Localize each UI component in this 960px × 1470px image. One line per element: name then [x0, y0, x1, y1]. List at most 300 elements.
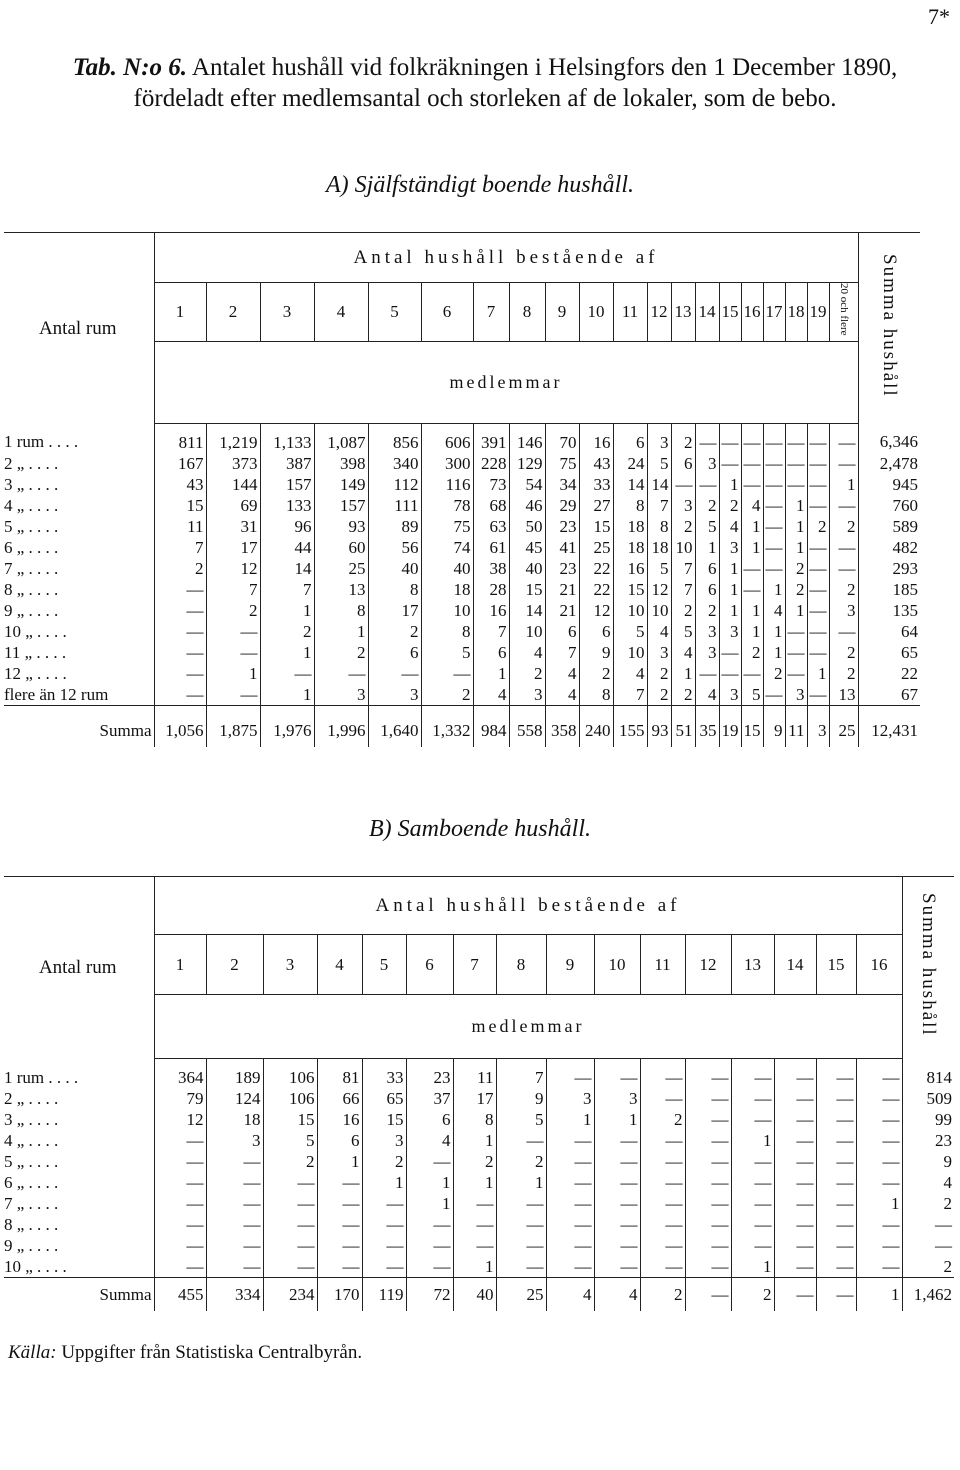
column-header-text: 20 och flere — [838, 283, 850, 336]
table-cell: 21 — [545, 579, 579, 600]
table-row — [4, 663, 920, 684]
table-cell: 6 — [406, 1109, 453, 1130]
table-cell: — — [763, 495, 785, 516]
source-note — [8, 1342, 362, 1364]
table-cell: 106 — [263, 1059, 317, 1089]
column-header: 3 — [263, 935, 317, 995]
table-cell: — — [154, 642, 206, 663]
table-row — [4, 1235, 954, 1256]
table-cell: 1 — [453, 1172, 496, 1193]
table-cell: 15 — [579, 516, 613, 537]
sum-cell: 25 — [496, 1278, 546, 1312]
table-cell: 124 — [206, 1088, 263, 1109]
table-cell: — — [263, 1172, 317, 1193]
table-cell: 111 — [368, 495, 421, 516]
table-cell: 7 — [473, 621, 509, 642]
table-cell: 3 — [719, 621, 741, 642]
column-header: 3 — [260, 283, 314, 342]
sum-cell: 2 — [731, 1278, 774, 1312]
column-header: 1 — [154, 935, 206, 995]
column-header: 15 — [816, 935, 856, 995]
table-cell: 3 — [647, 642, 671, 663]
table-row — [4, 558, 920, 579]
table-cell: 89 — [368, 516, 421, 537]
table-cell: — — [154, 600, 206, 621]
table-cell: — — [640, 1235, 685, 1256]
table-cell: 1 — [807, 663, 829, 684]
table-row — [4, 474, 920, 495]
table-cell: 21 — [545, 600, 579, 621]
table-cell: 189 — [206, 1059, 263, 1089]
column-header: 11 — [613, 283, 647, 342]
sum-cell: 25 — [829, 705, 858, 747]
table-cell: 129 — [509, 453, 545, 474]
table-cell: — — [807, 423, 829, 453]
table-b — [4, 876, 954, 1311]
table-cell: 17 — [368, 600, 421, 621]
row-total: 482 — [858, 537, 920, 558]
table-cell: 1,133 — [260, 423, 314, 453]
table-cell: — — [640, 1130, 685, 1151]
table-cell: — — [314, 663, 368, 684]
table-cell: — — [154, 663, 206, 684]
table-cell: — — [785, 642, 807, 663]
table-cell: 25 — [314, 558, 368, 579]
table-cell: 2 — [671, 600, 695, 621]
sum-cell: 19 — [719, 705, 741, 747]
table-cell: 38 — [473, 558, 509, 579]
table-cell: — — [368, 663, 421, 684]
sum-cell: 1,056 — [154, 705, 206, 747]
table-cell: — — [406, 1235, 453, 1256]
row-label: flere än 12 rum — [4, 684, 109, 704]
section-b-title: B) Samboende hushåll. — [369, 816, 591, 842]
total-header — [902, 877, 954, 1059]
table-row — [4, 516, 920, 537]
table-cell: 37 — [406, 1088, 453, 1109]
row-total: 293 — [858, 558, 920, 579]
table-cell: — — [546, 1214, 594, 1235]
row-label: 10 „ . . . . — [4, 1257, 67, 1276]
table-cell: 18 — [613, 516, 647, 537]
table-cell: 15 — [154, 495, 206, 516]
column-header — [829, 283, 858, 342]
table-cell: — — [785, 663, 807, 684]
table-cell: — — [640, 1214, 685, 1235]
table-cell: 9 — [496, 1088, 546, 1109]
table-cell: — — [317, 1214, 362, 1235]
table-cell: 1 — [741, 516, 763, 537]
row-total: 23 — [902, 1130, 954, 1151]
table-cell: 6 — [613, 423, 647, 453]
table-cell: — — [774, 1088, 816, 1109]
table-cell: 23 — [406, 1059, 453, 1089]
table-cell: — — [685, 1059, 731, 1089]
row-total: 2 — [902, 1193, 954, 1214]
table-cell: 4 — [613, 663, 647, 684]
sum-cell: 3 — [807, 705, 829, 747]
table-cell: 398 — [314, 453, 368, 474]
table-cell: 3 — [695, 621, 719, 642]
table-cell: — — [154, 1151, 206, 1172]
table-cell: — — [594, 1214, 640, 1235]
table-cell: — — [741, 663, 763, 684]
table-cell: 7 — [496, 1059, 546, 1089]
table-cell: — — [829, 453, 858, 474]
table-cell: — — [829, 423, 858, 453]
table-cell: 1 — [741, 600, 763, 621]
table-cell: — — [741, 423, 763, 453]
page-number: 7* — [928, 4, 950, 29]
table-cell: — — [154, 1172, 206, 1193]
table-cell: 1 — [206, 663, 260, 684]
table-cell: 56 — [368, 537, 421, 558]
sum-cell: 334 — [206, 1278, 263, 1312]
row-total: 509 — [902, 1088, 954, 1109]
table-cell: — — [496, 1214, 546, 1235]
table-cell: 75 — [421, 516, 473, 537]
table-cell: 5 — [263, 1130, 317, 1151]
table-cell: 96 — [260, 516, 314, 537]
row-label: 2 „ . . . . — [4, 453, 59, 473]
row-total: 945 — [858, 474, 920, 495]
table-cell: — — [816, 1235, 856, 1256]
table-cell: 3 — [206, 1130, 263, 1151]
table-cell: 1 — [785, 495, 807, 516]
table-cell: — — [594, 1151, 640, 1172]
table-cell: — — [731, 1193, 774, 1214]
table-cell: 2 — [671, 423, 695, 453]
column-header: 4 — [317, 935, 362, 995]
group-footer: medlemmar — [154, 341, 858, 423]
table-cell: 15 — [613, 579, 647, 600]
table-cell: 41 — [545, 537, 579, 558]
table-cell: 34 — [545, 474, 579, 495]
table-cell: — — [496, 1130, 546, 1151]
table-cell: — — [719, 642, 741, 663]
table-cell: 1 — [260, 642, 314, 663]
table-cell: — — [206, 621, 260, 642]
row-total: 2 — [902, 1256, 954, 1278]
row-total: 589 — [858, 516, 920, 537]
table-cell: 6 — [317, 1130, 362, 1151]
row-total: — — [902, 1235, 954, 1256]
table-row — [4, 1193, 954, 1214]
table-cell: — — [774, 1235, 816, 1256]
row-total: 64 — [858, 621, 920, 642]
table-cell: 5 — [695, 516, 719, 537]
table-cell: 18 — [647, 537, 671, 558]
table-cell: 3 — [509, 684, 545, 706]
table-cell: — — [816, 1172, 856, 1193]
table-cell: — — [719, 453, 741, 474]
column-header: 9 — [546, 935, 594, 995]
table-cell: 2 — [206, 600, 260, 621]
sum-label: Summa — [4, 1278, 154, 1312]
table-cell: — — [685, 1151, 731, 1172]
table-cell: 10 — [671, 537, 695, 558]
table-cell: 8 — [314, 600, 368, 621]
table-cell: 23 — [545, 558, 579, 579]
sum-row — [4, 705, 920, 747]
table-cell: 11 — [154, 516, 206, 537]
total-header-text: Summa hushåll — [917, 893, 939, 1038]
table-number: Tab. N:o 6. — [72, 54, 188, 81]
sum-cell: 455 — [154, 1278, 206, 1312]
table-cell: 1 — [763, 642, 785, 663]
table-cell: 1,219 — [206, 423, 260, 453]
table-cell: — — [154, 1256, 206, 1278]
table-cell: — — [206, 684, 260, 706]
table-cell: 6 — [545, 621, 579, 642]
table-cell: — — [154, 1235, 206, 1256]
group-header: Antal hushåll bestående af — [154, 877, 902, 935]
table-cell: 2 — [695, 600, 719, 621]
table-cell: 44 — [260, 537, 314, 558]
table-cell: — — [856, 1214, 902, 1235]
sum-cell: 1,640 — [368, 705, 421, 747]
table-cell: 1 — [719, 579, 741, 600]
column-header: 8 — [496, 935, 546, 995]
sum-cell: 1,875 — [206, 705, 260, 747]
table-cell: — — [816, 1088, 856, 1109]
table-cell: 45 — [509, 537, 545, 558]
row-label: 11 „ . . . . — [4, 642, 67, 662]
table-cell: — — [453, 1235, 496, 1256]
table-cell: — — [763, 474, 785, 495]
row-label: 4 „ . . . . — [4, 495, 59, 515]
table-row — [4, 1172, 954, 1193]
table-cell: 2 — [579, 663, 613, 684]
table-cell: 23 — [545, 516, 579, 537]
column-header: 14 — [695, 283, 719, 342]
table-cell: 1 — [695, 537, 719, 558]
table-cell: — — [763, 684, 785, 706]
column-header: 18 — [785, 283, 807, 342]
table-cell: — — [695, 423, 719, 453]
table-cell: — — [807, 453, 829, 474]
table-cell: 1 — [763, 621, 785, 642]
table-cell: — — [856, 1088, 902, 1109]
sum-total: 1,462 — [902, 1278, 954, 1312]
table-cell: 24 — [613, 453, 647, 474]
row-total: 185 — [858, 579, 920, 600]
table-cell: 13 — [314, 579, 368, 600]
table-cell: 28 — [473, 579, 509, 600]
table-cell: 10 — [509, 621, 545, 642]
table-cell: 2 — [368, 621, 421, 642]
column-header: 11 — [640, 935, 685, 995]
table-cell: 1 — [671, 663, 695, 684]
table-cell: 3 — [546, 1088, 594, 1109]
table-cell: 6 — [579, 621, 613, 642]
table-cell: 3 — [671, 495, 695, 516]
table-cell: — — [685, 1172, 731, 1193]
table-cell: — — [816, 1151, 856, 1172]
column-header: 7 — [473, 283, 509, 342]
table-cell: 73 — [473, 474, 509, 495]
table-cell: 6 — [671, 453, 695, 474]
table-cell: — — [640, 1193, 685, 1214]
table-cell: — — [785, 423, 807, 453]
table-cell: 25 — [579, 537, 613, 558]
row-header: Antal rum — [4, 233, 154, 424]
table-cell: 1 — [362, 1172, 406, 1193]
table-cell: 9 — [579, 642, 613, 663]
table-cell: — — [785, 474, 807, 495]
table-cell: — — [807, 474, 829, 495]
source-text: Uppgifter från Statistiska Centralbyrån. — [61, 1342, 363, 1363]
source-label: Källa: — [8, 1342, 57, 1363]
table-a — [4, 232, 920, 747]
group-header: Antal hushåll bestående af — [154, 233, 858, 283]
table-cell: — — [154, 1193, 206, 1214]
table-cell: 16 — [613, 558, 647, 579]
table-cell: — — [807, 537, 829, 558]
table-cell: 10 — [421, 600, 473, 621]
table-cell: 2 — [829, 516, 858, 537]
row-label: 4 „ . . . . — [4, 1131, 59, 1150]
column-header: 14 — [774, 935, 816, 995]
table-cell: 8 — [453, 1109, 496, 1130]
table-cell: 391 — [473, 423, 509, 453]
table-cell: — — [406, 1151, 453, 1172]
table-cell: 1 — [473, 663, 509, 684]
table-cell: — — [263, 1235, 317, 1256]
table-row — [4, 423, 920, 453]
table-cell: 10 — [647, 600, 671, 621]
table-cell: — — [206, 1256, 263, 1278]
table-cell: 1 — [317, 1151, 362, 1172]
table-cell: 1 — [719, 474, 741, 495]
table-cell: — — [640, 1172, 685, 1193]
table-row — [4, 1130, 954, 1151]
table-cell: — — [774, 1130, 816, 1151]
column-header: 16 — [741, 283, 763, 342]
table-cell: 300 — [421, 453, 473, 474]
table-cell: 2 — [695, 495, 719, 516]
row-total: 6,346 — [858, 423, 920, 453]
table-cell: 4 — [741, 495, 763, 516]
sum-cell: 11 — [785, 705, 807, 747]
table-cell: 7 — [545, 642, 579, 663]
row-label: 7 „ . . . . — [4, 558, 59, 578]
table-cell: 4 — [763, 600, 785, 621]
table-cell: — — [695, 663, 719, 684]
table-cell: 3 — [314, 684, 368, 706]
table-cell: — — [774, 1193, 816, 1214]
table-cell: 1 — [856, 1193, 902, 1214]
table-cell: — — [731, 1214, 774, 1235]
table-cell: 2 — [671, 684, 695, 706]
column-header: 17 — [763, 283, 785, 342]
sum-cell: 1 — [856, 1278, 902, 1312]
table-cell: 4 — [671, 642, 695, 663]
table-cell: 1 — [785, 537, 807, 558]
table-cell: 2 — [785, 579, 807, 600]
table-cell: 17 — [206, 537, 260, 558]
table-cell: 4 — [545, 684, 579, 706]
table-cell: — — [785, 621, 807, 642]
table-cell: 1 — [406, 1193, 453, 1214]
table-cell: 68 — [473, 495, 509, 516]
table-cell: — — [763, 423, 785, 453]
sum-cell: 1,332 — [421, 705, 473, 747]
row-label: 6 „ . . . . — [4, 537, 59, 557]
table-cell: 3 — [594, 1088, 640, 1109]
table-cell: — — [741, 474, 763, 495]
table-cell: 7 — [613, 684, 647, 706]
table-cell: — — [594, 1235, 640, 1256]
table-cell: 31 — [206, 516, 260, 537]
table-row — [4, 1256, 954, 1278]
table-cell: — — [546, 1235, 594, 1256]
table-cell: 14 — [613, 474, 647, 495]
row-label: 3 „ . . . . — [4, 1110, 59, 1129]
column-header: 10 — [594, 935, 640, 995]
table-cell: — — [453, 1214, 496, 1235]
row-label: 5 „ . . . . — [4, 516, 59, 536]
table-cell: 3 — [368, 684, 421, 706]
sum-cell: 35 — [695, 705, 719, 747]
table-cell: — — [362, 1256, 406, 1278]
table-cell: — — [807, 621, 829, 642]
column-header: 5 — [368, 283, 421, 342]
table-row — [4, 1109, 954, 1130]
table-cell: 11 — [453, 1059, 496, 1089]
table-cell: 2 — [647, 684, 671, 706]
table-cell: — — [640, 1256, 685, 1278]
row-label: 6 „ . . . . — [4, 1173, 59, 1192]
table-cell: 387 — [260, 453, 314, 474]
table-cell: 5 — [741, 684, 763, 706]
table-cell: 3 — [785, 684, 807, 706]
column-header: 15 — [719, 283, 741, 342]
column-header: 8 — [509, 283, 545, 342]
table-cell: — — [546, 1256, 594, 1278]
row-label: 3 „ . . . . — [4, 474, 59, 494]
row-total: 9 — [902, 1151, 954, 1172]
column-header: 9 — [545, 283, 579, 342]
sum-cell: 4 — [594, 1278, 640, 1312]
table-cell: 16 — [317, 1109, 362, 1130]
column-header: 7 — [453, 935, 496, 995]
table-cell: — — [594, 1256, 640, 1278]
table-row — [4, 1151, 954, 1172]
table-cell: — — [640, 1088, 685, 1109]
sum-cell: 15 — [741, 705, 763, 747]
table-cell: — — [154, 1214, 206, 1235]
column-header: 12 — [685, 935, 731, 995]
table-cell: — — [685, 1214, 731, 1235]
table-cell: 5 — [671, 621, 695, 642]
sum-cell: — — [774, 1278, 816, 1312]
table-cell: 2 — [807, 516, 829, 537]
table-cell: 133 — [260, 495, 314, 516]
table-cell: — — [260, 663, 314, 684]
table-cell: 29 — [545, 495, 579, 516]
row-total: 4 — [902, 1172, 954, 1193]
table-cell: — — [785, 453, 807, 474]
table-cell: 69 — [206, 495, 260, 516]
table-cell: 2 — [154, 558, 206, 579]
table-cell: 1 — [719, 600, 741, 621]
table-cell: — — [496, 1193, 546, 1214]
table-cell: 15 — [509, 579, 545, 600]
table-cell: — — [362, 1235, 406, 1256]
row-total: 814 — [902, 1059, 954, 1089]
table-cell: 144 — [206, 474, 260, 495]
